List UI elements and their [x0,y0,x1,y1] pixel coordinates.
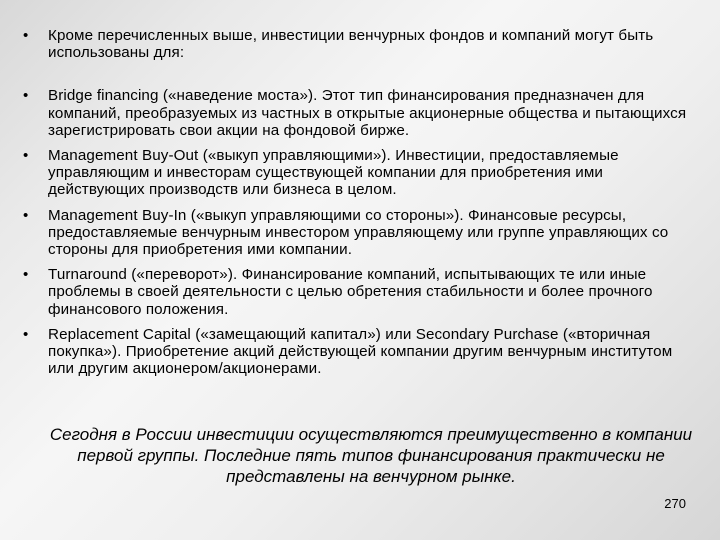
bullet-text: Replacement Capital («замещающий капитал») или Secondary Purchase («вторичная покупка»). Приобретение акций действующей компании другим венчурным институтом или другим акционером/акционерами. [48,325,673,378]
page-number: 270 [664,496,686,511]
bullet-marker: • [23,325,29,343]
bullet-list [22,27,702,377]
bullet-turnaround [22,266,702,318]
bullet-bridge-financing [22,87,702,139]
bullet-management-buy-in [22,207,702,259]
bullet-text: Кроме перечисленных выше, инвестиции венчурных фондов и компаний могут быть использованы для: [48,27,654,62]
bullet-text: Management Buy-In («выкуп управляющими со стороны»). Финансовые ресурсы, предоставляемые венчурным инвестором управляющему или группе управляющих со стороны для приобретения ими компании. [48,206,669,259]
bullet-text: Management Buy-Out («выкуп управляющими»). Инвестиции, предоставляемые управляющим и инвесторам существующей компании для приобретения ими действующих производств или бизнеса в целом. [48,147,619,199]
bullet-marker: • [23,27,29,44]
bullet-management-buy-out [22,147,702,199]
bullet-text: Turnaround («переворот»). Финансирование компаний, испытывающих те или иные проблемы в своей деятельности с целью обретения стабильности и более прочного финансового положения. [48,266,653,318]
bullet-text: Bridge financing («наведение моста»). Этот тип финансирования предназначен для компаний, преобразуемых из частных в открытые акционерные общества и пытающихся зарегистрировать свои акции на фондовой бирже. [48,87,687,139]
bullet-replacement-capital [22,326,702,378]
bullet-marker: • [23,147,29,165]
bullet-marker: • [23,87,29,105]
bullet-marker: • [23,206,29,224]
bullet-intro [22,27,702,61]
bullet-marker: • [23,266,29,284]
conclusion-text: Сегодня в России инвестиции осуществляются преимущественно в компании первой группы. Последние пять типов финансирования практически не представлены на венчурном рынке. [49,425,693,486]
